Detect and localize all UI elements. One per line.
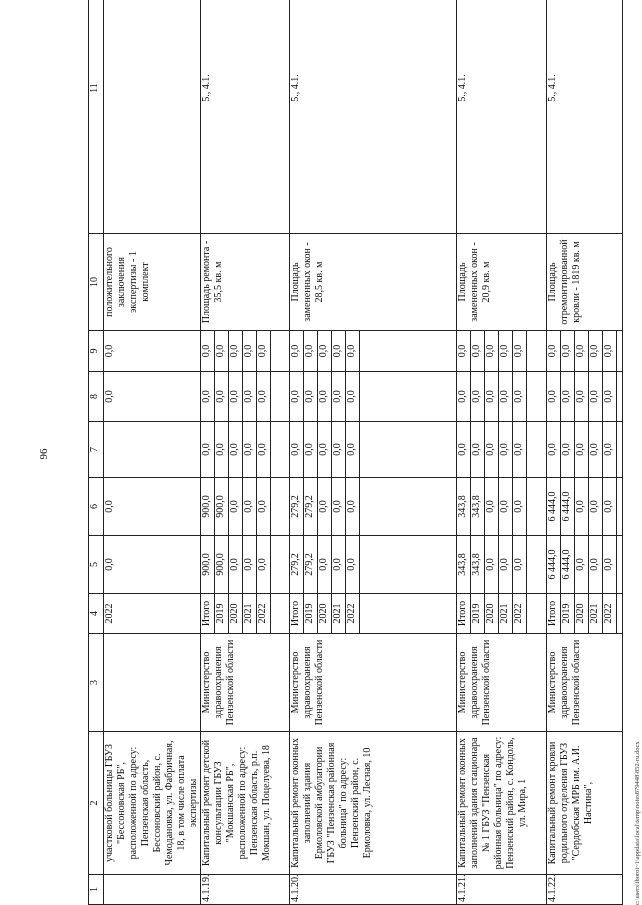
row-value: 0,0 <box>290 422 304 478</box>
filler-cell <box>271 372 290 422</box>
filler-cell <box>527 478 546 536</box>
row-value: 0,0 <box>304 331 318 372</box>
row-value: 0,0 <box>574 372 588 422</box>
row-value: 0,0 <box>229 478 243 536</box>
row-value: 0,0 <box>485 478 499 536</box>
row-value: 0,0 <box>304 422 318 478</box>
row-value: 0,0 <box>332 331 346 372</box>
row-year: 2021 <box>499 594 513 634</box>
row-value: 0,0 <box>257 372 271 422</box>
col-header-5: 5 <box>89 536 104 594</box>
row-value: 0,0 <box>560 422 574 478</box>
row-value: 0,0 <box>201 331 215 372</box>
row-value: 0,0 <box>201 372 215 422</box>
row-result: Площадь отремонтированной кровли - 1819 кв. м <box>546 234 622 331</box>
continued-ref <box>104 0 201 234</box>
row-value: 0,0 <box>229 536 243 594</box>
filler-cell <box>616 478 622 536</box>
row-value: 900,0 <box>201 478 215 536</box>
filler-cell <box>271 478 290 536</box>
row-value: 0,0 <box>215 331 229 372</box>
row-value: 0,0 <box>546 422 560 478</box>
row-value: 0,0 <box>346 372 360 422</box>
row-year: Итого <box>546 594 560 634</box>
row-name: Капитальный ремонт кровли родильного отделения ГБУЗ "Сердобская МРБ им. А.И. Настина", <box>546 732 622 875</box>
continued-val-5: 0,0 <box>104 536 201 594</box>
col-header-11: 11 <box>89 0 104 234</box>
row-value: 343,8 <box>471 536 485 594</box>
col-header-8: 8 <box>89 372 104 422</box>
row-value: 0,0 <box>318 372 332 422</box>
row-ref: 5., 4.1. <box>457 0 546 234</box>
row-number: 4.1.19. <box>201 875 290 905</box>
program-row-line <box>546 0 560 905</box>
row-value: 343,8 <box>457 536 471 594</box>
row-value: 279,2 <box>304 536 318 594</box>
row-value: 0,0 <box>602 536 616 594</box>
row-value: 0,0 <box>215 372 229 422</box>
row-value: 0,0 <box>201 422 215 478</box>
filler-cell <box>360 594 457 634</box>
file-path-footer: c:\users\iboroi~1\appdata\local\temp\notes879448\852-ru.docx <box>634 741 641 905</box>
row-value: 0,0 <box>485 536 499 594</box>
row-value: 0,0 <box>346 536 360 594</box>
row-value: 6 444,0 <box>560 536 574 594</box>
filler-cell <box>360 422 457 478</box>
program-row-line <box>201 0 215 905</box>
program-table <box>88 0 623 905</box>
row-ref: 5., 4.1. <box>201 0 290 234</box>
row-name: Капитальный ремонт оконных заполнений здания стационара № 1 ГБУЗ "Пензенская районная больница" по адресу: Пензенский район, с. Кондоль, ул. Мира, 1 <box>457 732 546 875</box>
row-value: 0,0 <box>588 536 602 594</box>
row-value: 0,0 <box>257 536 271 594</box>
row-value: 0,0 <box>290 372 304 422</box>
row-value: 0,0 <box>485 372 499 422</box>
header-row <box>89 0 104 905</box>
row-value: 0,0 <box>588 331 602 372</box>
row-value: 0,0 <box>513 331 527 372</box>
col-header-4: 4 <box>89 594 104 634</box>
row-value: 343,8 <box>457 478 471 536</box>
col-header-7: 7 <box>89 422 104 478</box>
row-year: 2020 <box>485 594 499 634</box>
col-header-2: 2 <box>89 732 104 875</box>
continued-row <box>104 0 201 905</box>
row-value: 900,0 <box>215 536 229 594</box>
row-value: 0,0 <box>499 422 513 478</box>
row-year: 2022 <box>346 594 360 634</box>
filler-cell <box>527 422 546 478</box>
row-value: 900,0 <box>201 536 215 594</box>
row-year: 2021 <box>588 594 602 634</box>
row-value: 0,0 <box>243 372 257 422</box>
row-value: 0,0 <box>243 422 257 478</box>
filler-cell <box>616 594 622 634</box>
row-ref: 5., 4.1. <box>290 0 457 234</box>
row-value: 0,0 <box>229 331 243 372</box>
row-year: 2021 <box>332 594 346 634</box>
row-value: 6 444,0 <box>546 478 560 536</box>
row-value: 0,0 <box>513 478 527 536</box>
rotated-page <box>88 43 641 905</box>
row-value: 279,2 <box>290 536 304 594</box>
row-value: 0,0 <box>499 478 513 536</box>
row-value: 0,0 <box>457 331 471 372</box>
continued-year: 2022 <box>104 594 201 634</box>
filler-cell <box>527 372 546 422</box>
col-header-6: 6 <box>89 478 104 536</box>
row-value: 0,0 <box>304 372 318 422</box>
row-value: 0,0 <box>229 422 243 478</box>
continued-name: участковой больницы ГБУЗ "Бессоновская РБ", расположенной по адресу: Пензенская область, Бессоновский район, с. Чемодановка, ул. Фабричная, 18, в том числе оплата экспертизы <box>104 732 201 875</box>
page-number: 96 <box>38 448 50 460</box>
row-value: 0,0 <box>574 331 588 372</box>
row-value: 0,0 <box>346 422 360 478</box>
row-value: 0,0 <box>243 331 257 372</box>
row-value: 0,0 <box>588 422 602 478</box>
row-name: Капитальный ремонт детской консультации ГБУЗ "Мокшанская РБ", расположенной по адресу: Пензенская область, р.п. Мокшан, ул. Поцелуева, 18 <box>201 732 290 875</box>
filler-cell <box>271 594 290 634</box>
filler-cell <box>271 331 290 372</box>
row-value: 0,0 <box>290 331 304 372</box>
filler-cell <box>616 422 622 478</box>
filler-cell <box>616 536 622 594</box>
row-year: 2022 <box>513 594 527 634</box>
row-value: 6 444,0 <box>560 478 574 536</box>
row-year: Итого <box>290 594 304 634</box>
row-value: 0,0 <box>318 331 332 372</box>
row-executor: Министерство здравоохранения Пензенской области <box>546 634 622 732</box>
row-value: 0,0 <box>499 536 513 594</box>
row-year: 2019 <box>304 594 318 634</box>
row-year: 2022 <box>257 594 271 634</box>
filler-cell <box>527 594 546 634</box>
row-value: 0,0 <box>332 372 346 422</box>
row-value: 0,0 <box>318 536 332 594</box>
row-value: 0,0 <box>471 372 485 422</box>
row-value: 279,2 <box>290 478 304 536</box>
filler-cell <box>616 331 622 372</box>
row-value: 0,0 <box>560 372 574 422</box>
continued-val-8: 0,0 <box>104 372 201 422</box>
col-header-3: 3 <box>89 634 104 732</box>
row-number: 4.1.22. <box>546 875 622 905</box>
row-year: 2020 <box>318 594 332 634</box>
continued-result: положительного заключения экспертизы - 1 комплект <box>104 234 201 331</box>
row-value: 0,0 <box>602 422 616 478</box>
row-year: Итого <box>457 594 471 634</box>
row-name: Капитальный ремонт оконных заполнений здания Ермоловской амбулатории ГБУЗ "Пензенская районная больница" по адресу: Пензенский район, с. Ермоловка, ул. Лесная, 10 <box>290 732 457 875</box>
row-value: 0,0 <box>457 372 471 422</box>
row-value: 6 444,0 <box>546 536 560 594</box>
program-row-line <box>457 0 471 905</box>
row-value: 0,0 <box>332 422 346 478</box>
row-value: 0,0 <box>457 422 471 478</box>
row-value: 0,0 <box>574 536 588 594</box>
row-year: 2020 <box>574 594 588 634</box>
row-year: 2019 <box>215 594 229 634</box>
row-value: 0,0 <box>257 422 271 478</box>
filler-cell <box>527 331 546 372</box>
filler-cell <box>527 536 546 594</box>
row-value: 0,0 <box>499 372 513 422</box>
row-value: 0,0 <box>346 478 360 536</box>
row-value: 0,0 <box>602 478 616 536</box>
row-value: 0,0 <box>602 372 616 422</box>
row-value: 0,0 <box>546 372 560 422</box>
row-value: 0,0 <box>560 331 574 372</box>
col-header-1: 1 <box>89 875 104 905</box>
row-value: 0,0 <box>257 478 271 536</box>
row-executor: Министерство здравоохранения Пензенской области <box>290 634 457 732</box>
row-result: Площадь замененных окон - 28,5 кв. м <box>290 234 457 331</box>
row-value: 0,0 <box>471 422 485 478</box>
filler-cell <box>271 536 290 594</box>
row-value: 279,2 <box>304 478 318 536</box>
row-value: 0,0 <box>257 331 271 372</box>
row-value: 343,8 <box>471 478 485 536</box>
row-value: 0,0 <box>574 422 588 478</box>
row-value: 0,0 <box>513 422 527 478</box>
row-result: Площадь замененных окон - 20,9 кв. м <box>457 234 546 331</box>
row-number: 4.1.21. <box>457 875 546 905</box>
col-header-10: 10 <box>89 234 104 331</box>
row-year: 2020 <box>229 594 243 634</box>
filler-cell <box>360 372 457 422</box>
row-value: 0,0 <box>499 331 513 372</box>
row-value: 0,0 <box>243 536 257 594</box>
filler-cell <box>360 478 457 536</box>
row-executor: Министерство здравоохранения Пензенской области <box>201 634 290 732</box>
row-value: 0,0 <box>332 536 346 594</box>
row-value: 0,0 <box>574 478 588 536</box>
row-value: 900,0 <box>215 478 229 536</box>
continued-executor <box>104 634 201 732</box>
row-number: 4.1.20. <box>290 875 457 905</box>
row-value: 0,0 <box>229 372 243 422</box>
row-ref: 5., 4.1. <box>546 0 622 234</box>
row-executor: Министерство здравоохранения Пензенской области <box>457 634 546 732</box>
row-value: 0,0 <box>588 478 602 536</box>
filler-cell <box>271 422 290 478</box>
row-value: 0,0 <box>485 422 499 478</box>
row-value: 0,0 <box>588 372 602 422</box>
row-value: 0,0 <box>318 422 332 478</box>
row-value: 0,0 <box>318 478 332 536</box>
col-header-9: 9 <box>89 331 104 372</box>
row-value: 0,0 <box>346 331 360 372</box>
row-value: 0,0 <box>602 331 616 372</box>
row-year: 2022 <box>602 594 616 634</box>
row-value: 0,0 <box>513 536 527 594</box>
filler-cell <box>616 372 622 422</box>
row-year: 2019 <box>560 594 574 634</box>
row-value: 0,0 <box>485 331 499 372</box>
program-row-line <box>290 0 304 905</box>
row-value: 0,0 <box>546 331 560 372</box>
continued-val-6: 0,0 <box>104 478 201 536</box>
filler-cell <box>360 331 457 372</box>
continued-num <box>104 875 201 905</box>
row-year: 2019 <box>471 594 485 634</box>
row-value: 0,0 <box>471 331 485 372</box>
row-value: 0,0 <box>332 478 346 536</box>
row-value: 0,0 <box>215 422 229 478</box>
continued-val-7 <box>104 422 201 478</box>
filler-cell <box>360 536 457 594</box>
row-result: Площадь ремонта - 35,5 кв. м <box>201 234 290 331</box>
continued-val-9: 0,0 <box>104 331 201 372</box>
row-value: 0,0 <box>243 478 257 536</box>
row-year: 2021 <box>243 594 257 634</box>
row-value: 0,0 <box>513 372 527 422</box>
row-year: Итого <box>201 594 215 634</box>
